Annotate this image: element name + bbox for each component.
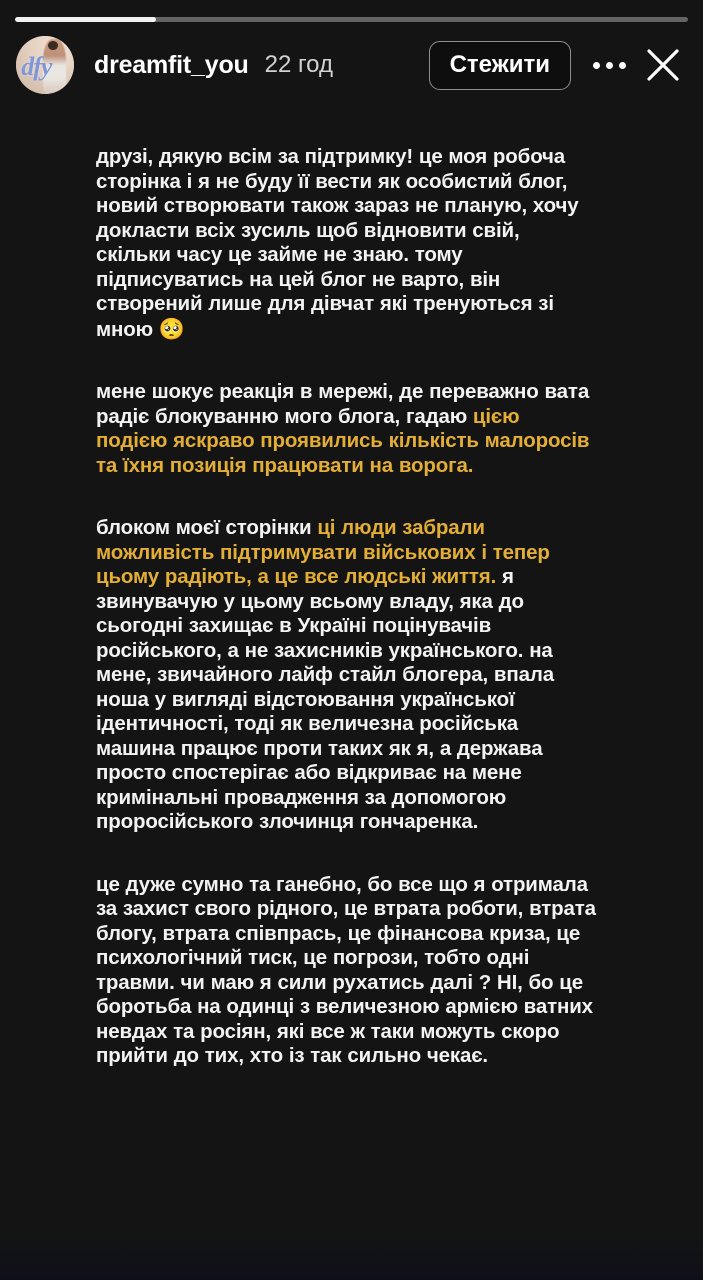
story-text-body bbox=[96, 145, 596, 1069]
close-icon[interactable] bbox=[639, 41, 687, 89]
more-dot bbox=[606, 62, 613, 69]
story-paragraph bbox=[96, 873, 596, 1069]
story-header bbox=[0, 34, 703, 96]
story-plain-text: друзі, дякую всім за підтримку! це моя робоча сторінка і я не буду її вести як особистий блог, новий створювати також зараз не планую, хочу докласти всіх зусиль щоб відновити свій, скільки часу це займе не знаю. тому підписуватись на цей блог не варто, він створений лише для дівчат які тренуються зі мною bbox=[96, 145, 579, 341]
story-plain-text: я звинувачую у цьому всьому владу, яка до сьогодні захищає в Україні поцінувачів російського, а не захисників українського. на мене, звичайного лайф стайл блогера, впала ноша у вигляді відстоювання української ідентичності, тоді як величезна російська машина працює проти таких як я, а держава просто спостерігає або відкриває на мене кримінальні провадження за допомогою проросійського злочинця гончаренка. bbox=[96, 565, 554, 833]
story-plain-text: це дуже сумно та ганебно, бо все що я отримала за захист свого рідного, це втрата роботи, втрата блогу, втрата співпрась, це фінансова криза, це психологічний тиск, це погрози, тобто одні травми. чи маю я сили рухатись далі ? НІ, бо це боротьба на одинці з величезною армією ватних невдах та росіян, які все ж таки можуть скоро прийти до тих, хто із так сильно чекає. bbox=[96, 872, 596, 1067]
avatar-logo: dfy bbox=[21, 51, 52, 81]
follow-button[interactable]: Стежити bbox=[429, 41, 571, 90]
bottom-overlay-strip bbox=[0, 1234, 703, 1280]
pleading-face-emoji: 🥺 bbox=[158, 316, 185, 341]
story-progress-fill bbox=[15, 17, 156, 22]
more-options-icon[interactable] bbox=[585, 41, 633, 89]
avatar[interactable] bbox=[16, 36, 74, 94]
story-plain-text: мене шокує реакція в мережі, де переважно вата радіє блокуванню мого блога, гадаю bbox=[96, 380, 590, 428]
story-paragraph bbox=[96, 516, 596, 835]
username-label[interactable]: dreamfit_you bbox=[94, 50, 249, 79]
story-progress-bar[interactable] bbox=[15, 17, 688, 22]
timestamp-label: 22 год bbox=[264, 51, 334, 78]
avatar-head bbox=[48, 41, 58, 51]
more-dot bbox=[619, 62, 626, 69]
story-highlighted-text: ці люди забрали можливість підтримувати військових і тепер цьому радіють, а це все людські життя. bbox=[96, 516, 550, 588]
story-plain-text: блоком моєї сторінки bbox=[96, 516, 318, 539]
more-dot bbox=[593, 62, 600, 69]
story-highlighted-text: цією подією яскраво проявились кількість малоросів та їхня позиція працювати на ворога. bbox=[96, 404, 590, 477]
story-paragraph bbox=[96, 145, 596, 342]
story-paragraph bbox=[96, 380, 596, 478]
more-dots bbox=[593, 62, 626, 69]
